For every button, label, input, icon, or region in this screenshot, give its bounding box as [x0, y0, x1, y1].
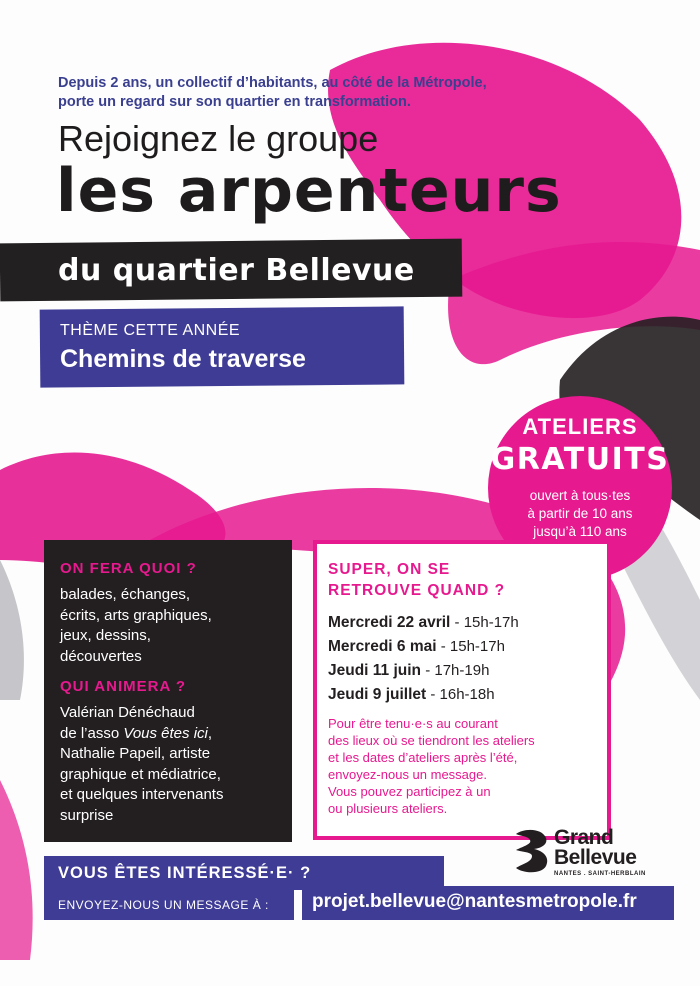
- intro-line-1: Depuis 2 ans, un collectif d’habitants, au côté de la Métropole,: [58, 75, 487, 91]
- association-name: Vous êtes ici: [123, 724, 208, 742]
- theme-label: THÈME CETTE ANNÉE: [60, 322, 241, 339]
- date-day: Jeudi 11 juin: [328, 662, 422, 679]
- date-day: Mercredi 6 mai: [328, 638, 437, 655]
- activities-line: écrits, arts graphiques,: [60, 606, 212, 624]
- subtitle: du quartier Bellevue: [58, 253, 415, 288]
- schedule-note: [328, 715, 608, 817]
- section-title-activities: ON FERA QUOI ?: [60, 560, 197, 577]
- logo-mark-icon: [512, 828, 550, 874]
- hosts-line: graphique et médiatrice,: [60, 765, 221, 783]
- date-row: [328, 611, 608, 635]
- badge-text-3: jusqu’à 110 ans: [533, 524, 627, 539]
- contact-title: VOUS ÊTES INTÉRESSÉ·E· ?: [58, 864, 312, 882]
- activities-line: jeux, dessins,: [60, 627, 151, 644]
- schedule-content: [328, 559, 608, 817]
- note-line: Vous pouvez participez à un: [328, 784, 491, 799]
- theme-value: Chemins de traverse: [60, 345, 306, 373]
- pink-brush-stroke-bottom: [0, 780, 33, 960]
- note-line: des lieux où se tiendront les ateliers: [328, 733, 535, 748]
- badge-text-2: à partir de 10 ans: [527, 506, 633, 521]
- hosts-line-post: ,: [207, 724, 213, 742]
- date-time: - 15h-17h: [436, 638, 505, 655]
- hosts-line: surprise: [60, 806, 114, 824]
- date-row: [328, 635, 608, 659]
- date-day: Mercredi 22 avril: [328, 614, 451, 631]
- activities-text: [60, 585, 288, 667]
- date-time: - 15h-17h: [450, 614, 519, 631]
- hosts-line: Nathalie Papeil, artiste: [60, 745, 211, 762]
- date-day: Jeudi 9 juillet: [328, 686, 427, 703]
- note-line: Pour être tenu·e·s au courant: [328, 716, 498, 731]
- note-line: et les dates d’ateliers après l’été,: [328, 750, 518, 765]
- date-time: - 16h-18h: [426, 686, 495, 703]
- grand-bellevue-logo: [512, 826, 662, 882]
- schedule-title-line-2: RETROUVE QUAND ?: [328, 582, 506, 599]
- note-line: ou plusieurs ateliers.: [328, 801, 448, 816]
- contact-email-link[interactable]: projet.bellevue@nantesmetropole.fr: [312, 891, 637, 912]
- info-box-content: [60, 559, 288, 836]
- date-row: [328, 659, 608, 683]
- hosts-line: et quelques intervenants: [60, 786, 224, 803]
- date-row: [328, 683, 608, 707]
- schedule-title: [328, 559, 608, 601]
- note-line: envoyez-nous un message.: [328, 767, 487, 782]
- contact-subtitle: ENVOYEZ-NOUS UN MESSAGE À :: [58, 898, 269, 912]
- grey-brush-stroke-left: [0, 560, 24, 700]
- logo-subtext: NANTES . SAINT-HERBLAIN: [554, 871, 646, 877]
- schedule-title-line-1: SUPER, ON SE: [328, 561, 451, 578]
- main-title: les arpenteurs: [56, 156, 562, 226]
- hosts-text: [60, 703, 288, 826]
- badge-details: [498, 487, 662, 541]
- rejoignez-heading: Rejoignez le groupe: [58, 118, 379, 159]
- intro-line-2: porte un regard sur son quartier en transformation.: [58, 94, 411, 110]
- logo-text-bellevue: Bellevue: [554, 846, 637, 869]
- date-time: - 17h-19h: [421, 662, 490, 679]
- hosts-line-pre: de l’asso: [60, 724, 124, 742]
- activities-line: balades, échanges,: [60, 586, 191, 603]
- badge-text-1: ouvert à tous·tes: [529, 488, 631, 503]
- badge-line-ateliers: ATELIERS: [522, 414, 638, 439]
- intro-text: [58, 74, 528, 112]
- badge-line-gratuits: GRATUITS: [490, 442, 670, 477]
- activities-line: découvertes: [60, 647, 142, 665]
- hosts-line: Valérian Dénéchaud: [60, 704, 195, 721]
- logo-text-grand: Grand: [554, 826, 614, 849]
- section-title-hosts: QUI ANIMERA ?: [60, 678, 187, 695]
